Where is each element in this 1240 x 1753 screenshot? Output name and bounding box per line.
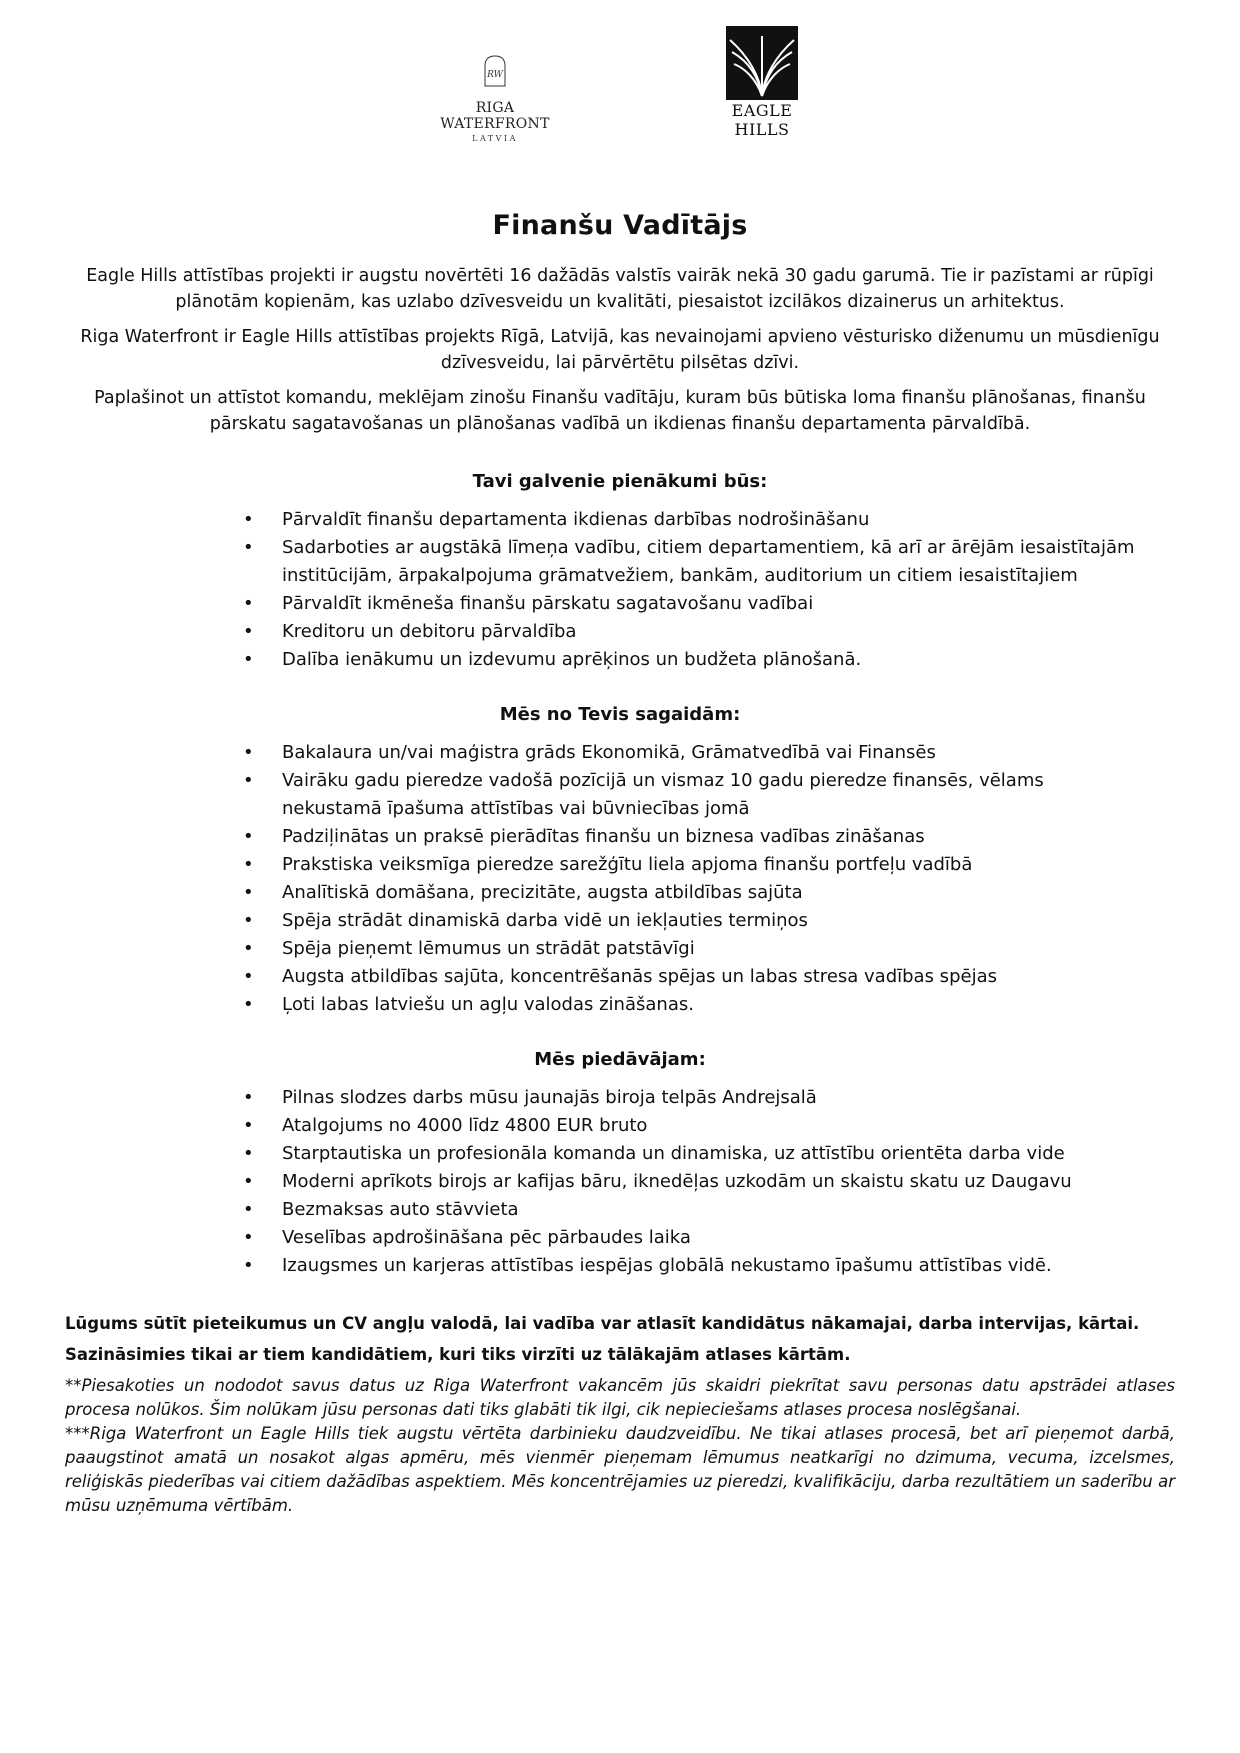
- list-item: • Veselības apdrošināšana pēc pārbaudes laika: [215, 1224, 1145, 1252]
- data-privacy-note: **Piesakoties un nododot savus datus uz Riga Waterfront vakancēm jūs skaidri piekrītat savu personas datu apstrādei atlases procesa nolūkos. Šim nolūkam jūsu personas dati tiks glabāti tik ilgi, cik nepieciešams atlases procesa noslēgšanai.: [65, 1376, 1175, 1419]
- list-item: • Kreditoru un debitoru pārvaldība: [215, 618, 1145, 646]
- bullet-icon: •: [243, 1227, 254, 1248]
- list-item: • Dalība ienākumu un izdevumu aprēķinos un budžeta plānošanā.: [215, 646, 1145, 674]
- list-item: • Pilnas slodzes darbs mūsu jaunajās biroja telpās Andrejsalā: [215, 1084, 1145, 1112]
- list-item: • Pārvaldīt ikmēneša finanšu pārskatu sagatavošanu vadībai: [215, 590, 1145, 618]
- bullet-icon: •: [243, 994, 254, 1015]
- header-logos: [0, 26, 1240, 143]
- intro-paragraph: Riga Waterfront ir Eagle Hills attīstības projekts Rīgā, Latvijā, kas nevainojami apvieno vēsturisko diženumu un mūsdienīgu dzīvesveidu, lai pārvērtētu pilsētas dzīvi.: [80, 327, 1160, 373]
- intro-paragraph: Paplašinot un attīstot komandu, meklējam zinošu Finanšu vadītāju, kuram būs būtiska loma finanšu plānošanas, finanšu pārskatu sagatavošanas un plānošanas vadībā un ikdienas finanšu departamenta pārvaldībā.: [94, 388, 1146, 434]
- list-item: • Starptautiska un profesionāla komanda un dinamiska, uz attīstību orientēta darba vide: [215, 1140, 1145, 1168]
- list-item: • Moderni aprīkots birojs ar kafijas bāru, iknedēļas uzkodām un skaistu skatu uz Daugavu: [215, 1168, 1145, 1196]
- bullet-icon: •: [243, 938, 254, 959]
- bullet-icon: •: [243, 910, 254, 931]
- list-item: • Pārvaldīt finanšu departamenta ikdienas darbības nodrošināšanu: [215, 506, 1145, 534]
- bullet-icon: •: [243, 770, 254, 791]
- bullet-icon: •: [243, 593, 254, 614]
- list-item: • Spēja strādāt dinamiskā darba vidē un iekļauties termiņos: [215, 907, 1145, 935]
- list-item: • Bakalaura un/vai maģistra grāds Ekonomikā, Grāmatvedībā vai Finansēs: [215, 739, 1145, 767]
- intro-paragraph: Eagle Hills attīstības projekti ir augstu novērtēti 16 dažādās valstīs vairāk nekā 30 gadu garumā. Tie ir pazīstami ar rūpīgi plānotām kopienām, kas uzlabo dzīvesveidu un kvalitāti, piesaistot izcilākos dizainerus un arhitektus.: [86, 266, 1154, 312]
- diversity-note: ***Riga Waterfront un Eagle Hills tiek augstu vērtēta darbinieku daudzveidību. Ne tikai atlases procesā, bet arī pieņemot darbā, paaugstinot amatā un nosakot algas apmēru, mēs vienmēr pieņemam lēmumus neatkarīgi no dzimuma, vecuma, izcelsmes, reliģiskās piederības vai citiem dažādības aspektiem. Mēs koncentrējamies uz pieredzi, kvalifikāciju, darba rezultātiem un saderību ar mūsu uzņēmuma vērtībām.: [65, 1424, 1175, 1515]
- riga-waterfront-name: RIGA WATERFRONT: [440, 100, 550, 132]
- riga-waterfront-logo: [420, 54, 570, 143]
- bullet-icon: •: [243, 649, 254, 670]
- bullet-icon: •: [243, 509, 254, 530]
- bullet-icon: •: [243, 1087, 254, 1108]
- list-item: • Sadarboties ar augstākā līmeņa vadību, citiem departamentiem, kā arī ar ārējām iesaistītajām institūcijām, ārpakalpojuma grāmatvežiem, bankām, auditorium un citiem iesaistītajiem: [215, 534, 1145, 590]
- bullet-icon: •: [243, 621, 254, 642]
- list-item: • Augsta atbildības sajūta, koncentrēšanās spējas un labas stresa vadības spējas: [215, 963, 1145, 991]
- riga-waterfront-monogram-icon: [482, 54, 508, 88]
- list-item: • Spēja pieņemt lēmumus un strādāt patstāvīgi: [215, 935, 1145, 963]
- list-item: • Atalgojums no 4000 līdz 4800 EUR bruto: [215, 1112, 1145, 1140]
- bullet-icon: •: [243, 742, 254, 763]
- offer-list: [65, 1084, 1145, 1280]
- eagle-hills-name-line1: EAGLE: [731, 101, 793, 120]
- requirements-list: [65, 739, 1145, 1019]
- riga-monogram-text: RW: [487, 70, 503, 80]
- bullet-icon: •: [243, 1171, 254, 1192]
- bullet-icon: •: [243, 1115, 254, 1136]
- bullet-icon: •: [243, 1199, 254, 1220]
- bullet-icon: •: [243, 826, 254, 847]
- list-item: • Analītiskā domāšana, precizitāte, augsta atbildības sajūta: [215, 879, 1145, 907]
- job-posting: [65, 210, 1175, 1518]
- riga-waterfront-subtitle: LATVIA: [472, 134, 518, 143]
- responsibilities-list: [65, 506, 1145, 674]
- bullet-icon: •: [243, 966, 254, 987]
- list-item: • Padziļinātas un praksē pierādītas finanšu un biznesa vadības zināšanas: [215, 823, 1145, 851]
- application-instruction: Lūgums sūtīt pieteikumus un CV angļu valodā, lai vadība var atlasīt kandidātus nākamajai, darba intervijas, kārtai.: [65, 1314, 1140, 1333]
- list-item: • Vairāku gadu pieredze vadošā pozīcijā un vismaz 10 gadu pieredze finansēs, vēlams nekustamā īpašuma attīstības vai būvniecības jomā: [215, 767, 1145, 823]
- list-item: • Izaugsmes un karjeras attīstības iespējas globālā nekustamo īpašumu attīstības vidē.: [215, 1252, 1145, 1280]
- section-heading-responsibilities: Tavi galvenie pienākumi būs:: [472, 471, 768, 492]
- bullet-icon: •: [243, 854, 254, 875]
- list-item: • Ļoti labas latviešu un agļu valodas zināšanas.: [215, 991, 1145, 1019]
- section-heading-offer: Mēs piedāvājam:: [534, 1049, 706, 1070]
- eagle-hills-name-line2: HILLS: [734, 120, 790, 139]
- eagle-hills-logo: [725, 26, 799, 138]
- eagle-hills-mark-icon: [726, 26, 798, 100]
- contact-note: Sazināsimies tikai ar tiem kandidātiem, kuri tiks virzīti uz tālākajām atlases kārtām.: [65, 1345, 851, 1364]
- section-heading-requirements: Mēs no Tevis sagaidām:: [499, 704, 741, 725]
- page-title: Finanšu Vadītājs: [492, 210, 748, 241]
- bullet-icon: •: [243, 882, 254, 903]
- bullet-icon: •: [243, 537, 254, 558]
- bullet-icon: •: [243, 1143, 254, 1164]
- list-item: • Bezmaksas auto stāvvieta: [215, 1196, 1145, 1224]
- bullet-icon: •: [243, 1255, 254, 1276]
- list-item: • Prakstiska veiksmīga pieredze sarežģītu liela apjoma finanšu portfeļu vadībā: [215, 851, 1145, 879]
